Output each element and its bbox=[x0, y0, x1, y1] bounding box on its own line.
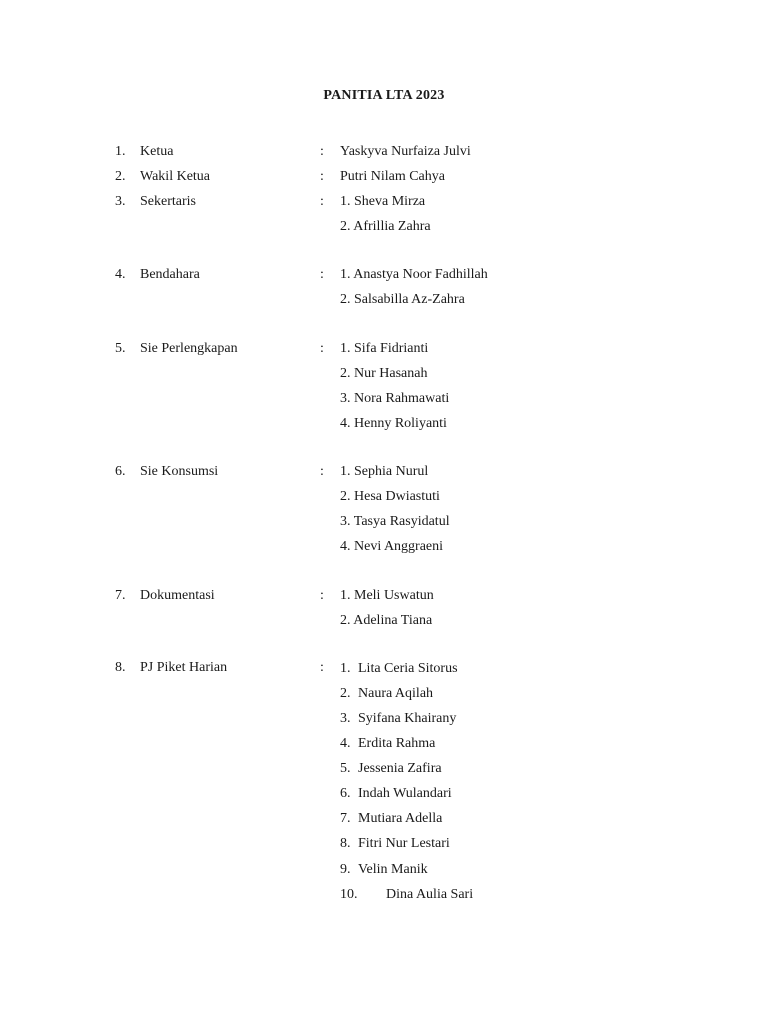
section-role: Bendahara bbox=[140, 267, 200, 282]
section-number: 5. bbox=[115, 341, 126, 356]
document-title: PANITIA LTA 2023 bbox=[323, 88, 445, 103]
member-name: 4. Nevi Anggraeni bbox=[340, 539, 444, 554]
member-number: 2. bbox=[340, 686, 351, 701]
member-name: 1. Sheva Mirza bbox=[340, 194, 426, 209]
section-number: 8. bbox=[115, 660, 126, 675]
separator-colon: : bbox=[320, 194, 324, 209]
separator-colon: : bbox=[320, 341, 324, 356]
member-name: Syifana Khairany bbox=[358, 711, 457, 726]
section-number: 6. bbox=[115, 464, 126, 479]
member-name: 1. Anastya Noor Fadhillah bbox=[340, 267, 488, 282]
member-name: 1. Sephia Nurul bbox=[340, 464, 429, 479]
section-number: 1. bbox=[115, 144, 126, 159]
member-name: Dina Aulia Sari bbox=[386, 887, 474, 902]
member-number: 6. bbox=[340, 786, 351, 801]
separator-colon: : bbox=[320, 464, 324, 479]
section-number: 2. bbox=[115, 169, 126, 184]
separator-colon: : bbox=[320, 169, 324, 184]
section-role: Dokumentasi bbox=[140, 588, 215, 603]
member-name: Fitri Nur Lestari bbox=[358, 836, 450, 851]
member-name: Naura Aqilah bbox=[358, 686, 434, 701]
section-role: Sie Perlengkapan bbox=[140, 341, 238, 356]
member-number: 8. bbox=[340, 836, 351, 851]
member-number: 7. bbox=[340, 811, 351, 826]
member-number: 1. bbox=[340, 661, 351, 676]
member-name: 2. Hesa Dwiastuti bbox=[340, 489, 440, 504]
section-role: Ketua bbox=[140, 144, 174, 159]
member-number: 4. bbox=[340, 736, 351, 751]
member-name: Erdita Rahma bbox=[358, 736, 436, 751]
member-name: 2. Adelina Tiana bbox=[340, 613, 433, 628]
section-number: 7. bbox=[115, 588, 126, 603]
member-number: 9. bbox=[340, 862, 351, 877]
member-name: Velin Manik bbox=[358, 862, 428, 877]
member-name: Yaskyva Nurfaiza Julvi bbox=[340, 144, 471, 159]
section-number: 4. bbox=[115, 267, 126, 282]
member-number: 5. bbox=[340, 761, 351, 776]
member-name: Mutiara Adella bbox=[358, 811, 443, 826]
member-name: 2. Salsabilla Az-Zahra bbox=[340, 292, 465, 307]
member-name: Jessenia Zafira bbox=[358, 761, 442, 776]
member-name: 1. Meli Uswatun bbox=[340, 588, 434, 603]
section-role: PJ Piket Harian bbox=[140, 660, 228, 675]
separator-colon: : bbox=[320, 588, 324, 603]
section-role: Wakil Ketua bbox=[140, 169, 211, 184]
member-number: 3. bbox=[340, 711, 351, 726]
member-name: 2. Nur Hasanah bbox=[340, 366, 428, 381]
separator-colon: : bbox=[320, 660, 324, 675]
section-role: Sie Konsumsi bbox=[140, 464, 219, 479]
member-name: Lita Ceria Sitorus bbox=[358, 661, 458, 676]
member-name: Indah Wulandari bbox=[358, 786, 452, 801]
section-role: Sekertaris bbox=[140, 194, 196, 209]
member-number: 10. bbox=[340, 887, 358, 902]
separator-colon: : bbox=[320, 267, 324, 282]
member-name: 1. Sifa Fidrianti bbox=[340, 341, 429, 356]
section-number: 3. bbox=[115, 194, 126, 209]
member-name: 3. Tasya Rasyidatul bbox=[340, 514, 450, 529]
member-name: 4. Henny Roliyanti bbox=[340, 416, 447, 431]
member-name: 2. Afrillia Zahra bbox=[340, 219, 431, 234]
separator-colon: : bbox=[320, 144, 324, 159]
member-name: Putri Nilam Cahya bbox=[340, 169, 445, 184]
member-name: 3. Nora Rahmawati bbox=[340, 391, 450, 406]
